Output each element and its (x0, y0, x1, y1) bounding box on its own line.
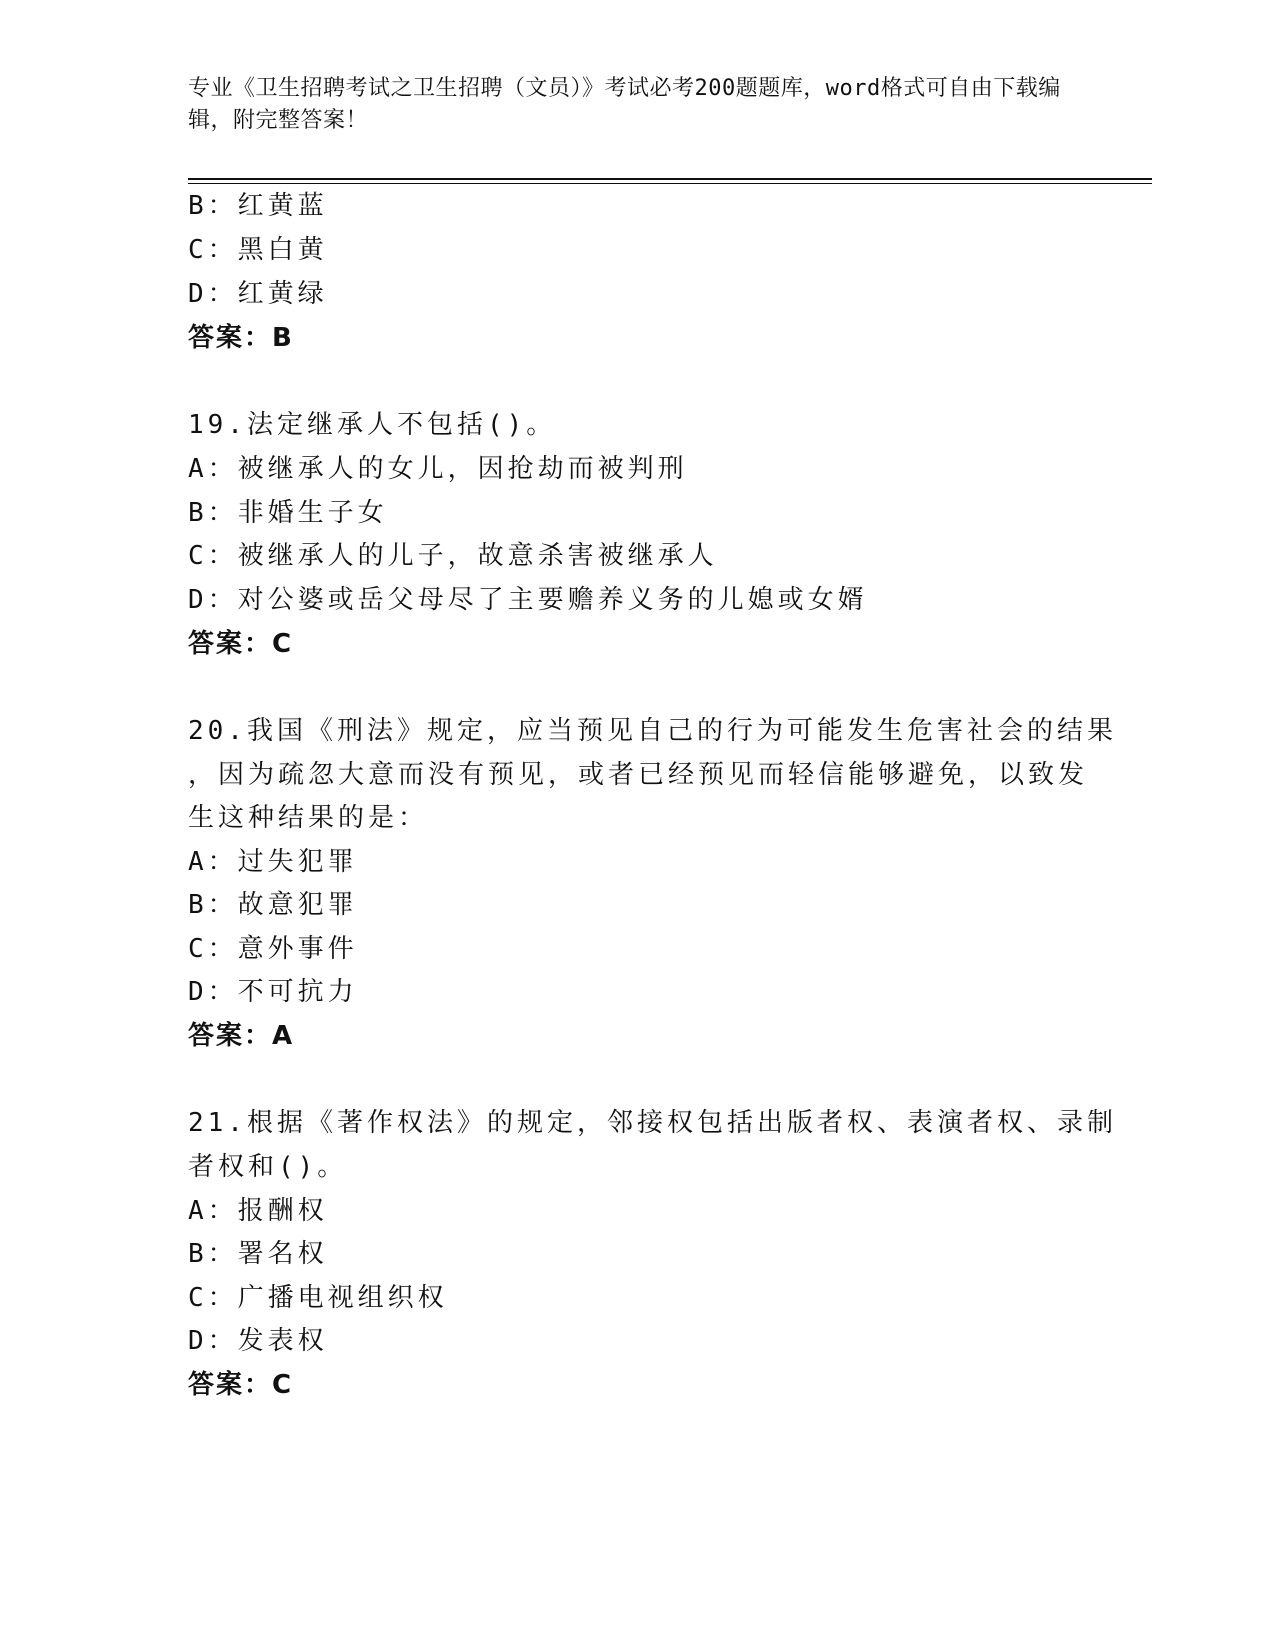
q21-question-line-2: 者权和()。 (188, 1152, 348, 1182)
q21-question-line-1: 21.根据《著作权法》的规定，邻接权包括出版者权、表演者权、录制 (188, 1108, 1117, 1138)
q20-answer: 答案：A (188, 1021, 295, 1051)
q18-option-d: D：红黄绿 (188, 279, 328, 309)
q19-question: 19.法定继承人不包括()。 (188, 410, 557, 440)
q19-answer: 答案：C (188, 629, 294, 659)
document-header: 专业《卫生招聘考试之卫生招聘（文员）》考试必考200题题库，word格式可自由下载编辑，附完整答案！ (188, 76, 1061, 133)
header-divider (188, 178, 1152, 180)
q18-option-b: B：红黄蓝 (188, 191, 328, 221)
header-divider-thin (188, 183, 1152, 184)
q20-question-line-1: 20.我国《刑法》规定，应当预见自己的行为可能发生危害社会的结果 (188, 716, 1117, 746)
q19-option-c: C：被继承人的儿子，故意杀害被继承人 (188, 541, 718, 571)
q21-option-c: C：广播电视组织权 (188, 1283, 448, 1313)
q18-option-c: C：黑白黄 (188, 235, 328, 265)
q18-answer: 答案：B (188, 323, 294, 353)
q19-option-a: A：被继承人的女儿，因抢劫而被判刑 (188, 454, 688, 484)
q20-option-c: C：意外事件 (188, 934, 358, 964)
q20-question-line-3: 生这种结果的是： (188, 803, 429, 833)
q20-option-b: B：故意犯罪 (188, 890, 358, 920)
q20-option-d: D：不可抗力 (188, 977, 358, 1007)
q21-option-a: A：报酬权 (188, 1196, 328, 1226)
q19-option-b: B：非婚生子女 (188, 498, 388, 528)
q20-option-a: A：过失犯罪 (188, 847, 358, 877)
q21-answer: 答案：C (188, 1370, 294, 1400)
q21-option-d: D：发表权 (188, 1326, 328, 1356)
q19-option-d: D：对公婆或岳父母尽了主要赡养义务的儿媳或女婿 (188, 585, 868, 615)
q20-question-line-2: ，因为疏忽大意而没有预见，或者已经预见而轻信能够避免，以致发 (188, 760, 1089, 790)
q21-option-b: B：署名权 (188, 1239, 328, 1269)
